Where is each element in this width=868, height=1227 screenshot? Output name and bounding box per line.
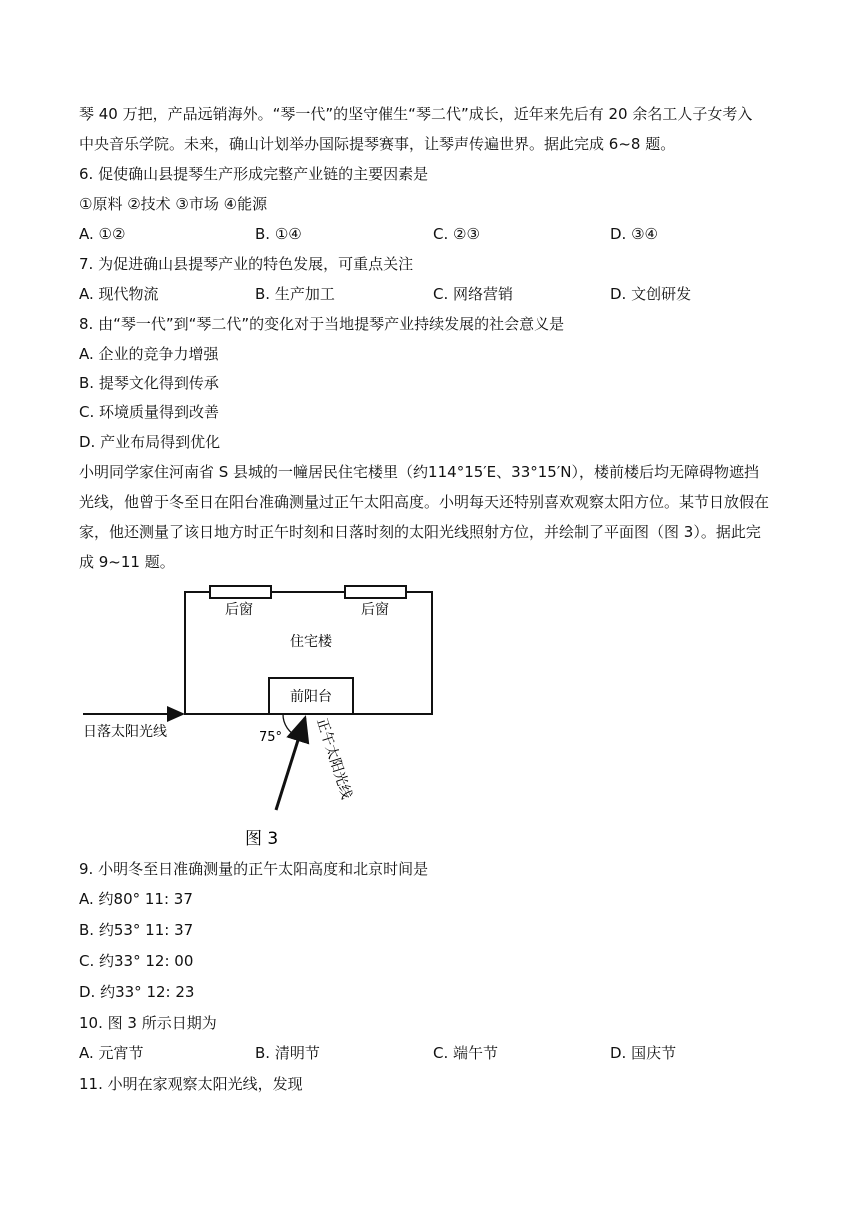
back-window-right-label: 后窗: [361, 602, 389, 618]
q8-option-b: B. 提琴文化得到传承: [79, 374, 219, 392]
q10-option-d: D. 国庆节: [610, 1044, 677, 1062]
q8-option-c: C. 环境质量得到改善: [79, 403, 220, 421]
q9-option-d: D. 约33° 12: 23: [79, 983, 195, 1001]
q10-option-c: C. 端午节: [433, 1044, 499, 1062]
passage2-line-1: 小明同学家住河南省 S 县城的一幢居民住宅楼里（约114°15′E、33°15′N），楼前楼后均无障碍物遮挡: [79, 463, 759, 481]
q9-option-b: B. 约53° 11: 37: [79, 921, 194, 939]
q8-stem: 8. 由“琴一代”到“琴二代”的变化对于当地提琴产业持续发展的社会意义是: [79, 315, 565, 333]
q7-stem: 7. 为促进确山县提琴产业的特色发展，可重点关注: [79, 255, 414, 273]
building-label: 住宅楼: [290, 634, 332, 650]
passage2-line-2: 光线，他曾于冬至日在阳台准确测量过正午太阳高度。小明每天还特别喜欢观察太阳方位。某节日放假在: [79, 493, 770, 511]
q11-stem: 11. 小明在家观察太阳光线，发现: [79, 1075, 303, 1093]
angle-label: 75°: [259, 730, 283, 745]
figure-3-diagram: [79, 582, 449, 852]
sunset-ray-label: 日落太阳光线: [83, 724, 167, 740]
q8-option-a: A. 企业的竞争力增强: [79, 345, 219, 363]
q7-option-a: A. 现代物流: [79, 285, 159, 303]
noon-ray-label: 正午太阳光线: [313, 716, 355, 802]
intro-line-1: 琴 40 万把，产品远销海外。“琴一代”的坚守催生“琴二代”成长，近年来先后有 20 余名工人子女考入: [79, 105, 753, 123]
q10-stem: 10. 图 3 所示日期为: [79, 1014, 217, 1032]
q6-option-a: A. ①②: [79, 225, 126, 243]
q6-option-b: B. ①④: [255, 225, 302, 243]
back-window-left: [210, 586, 271, 598]
q6-option-c: C. ②③: [433, 225, 480, 243]
passage2-line-3: 家，他还测量了该日地方时正午时刻和日落时刻的太阳光线照射方位，并绘制了平面图（图 3）。据此完: [79, 523, 761, 541]
q7-option-d: D. 文创研发: [610, 285, 692, 303]
passage2-line-4: 成 9~11 题。: [79, 553, 175, 571]
intro-line-2: 中央音乐学院。未来，确山计划举办国际提琴赛事，让琴声传遍世界。据此完成 6~8 题。: [79, 135, 676, 153]
q9-stem: 9. 小明冬至日准确测量的正午太阳高度和北京时间是: [79, 860, 429, 878]
back-window-left-label: 后窗: [225, 602, 253, 618]
front-balcony-label: 前阳台: [290, 689, 332, 705]
q10-option-a: A. 元宵节: [79, 1044, 144, 1062]
back-window-right: [345, 586, 406, 598]
q6-stem: 6. 促使确山县提琴生产形成完整产业链的主要因素是: [79, 165, 429, 183]
q10-option-b: B. 清明节: [255, 1044, 320, 1062]
q7-option-b: B. 生产加工: [255, 285, 335, 303]
figure-caption: 图 3: [245, 829, 279, 849]
q6-factors: ①原料 ②技术 ③市场 ④能源: [79, 195, 268, 213]
q8-option-d: D. 产业布局得到优化: [79, 433, 221, 451]
q9-option-c: C. 约33° 12: 00: [79, 952, 194, 970]
q9-option-a: A. 约80° 11: 37: [79, 890, 193, 908]
q7-option-c: C. 网络营销: [433, 285, 514, 303]
q6-option-d: D. ③④: [610, 225, 658, 243]
angle-arc: [283, 714, 299, 737]
